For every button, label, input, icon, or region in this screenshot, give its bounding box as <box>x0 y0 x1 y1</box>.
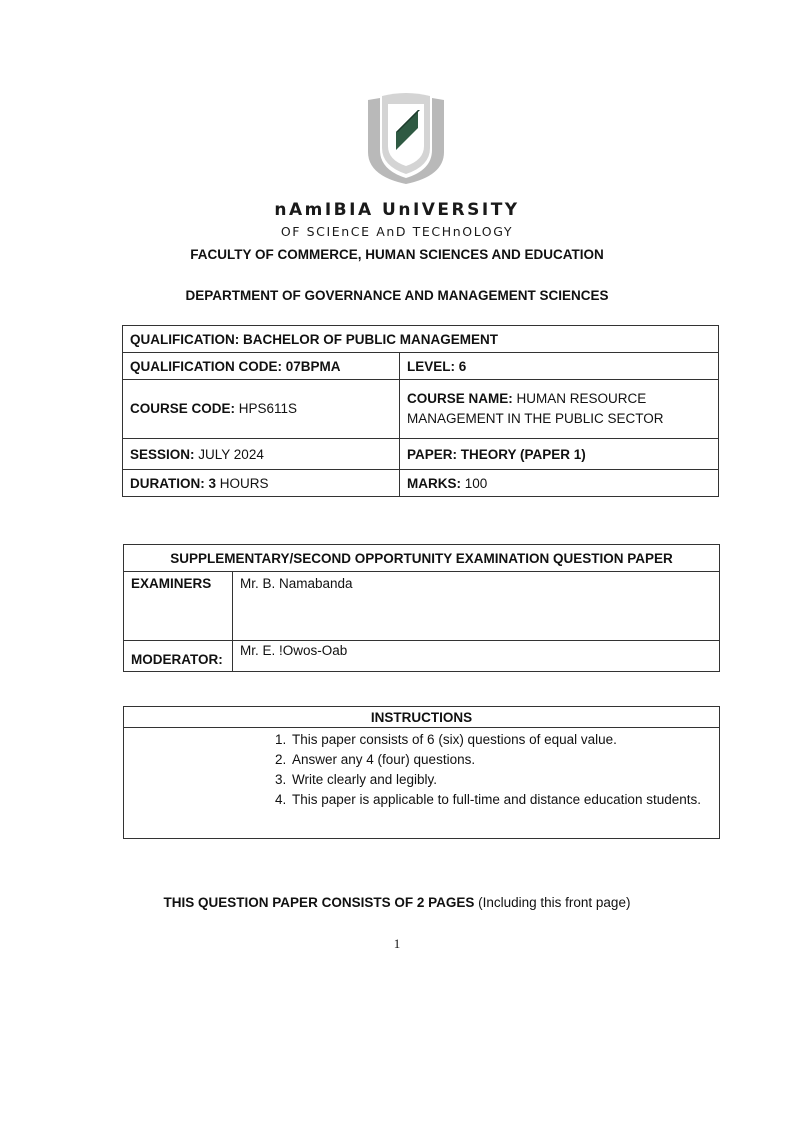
examiners-label: EXAMINERS <box>124 572 233 641</box>
qualification-cell <box>123 326 719 353</box>
moderator-label: MODERATOR: <box>124 641 233 672</box>
session-value: JULY 2024 <box>198 446 264 462</box>
qualification-code-label: QUALIFICATION CODE: <box>130 358 282 374</box>
paper-cell <box>400 439 719 470</box>
level-cell <box>400 353 719 380</box>
course-info-table <box>122 325 719 497</box>
paper-label: PAPER: <box>407 446 458 462</box>
course-name-value: HUMAN RESOURCE MANAGEMENT IN THE PUBLIC SECTOR <box>407 391 664 426</box>
page-number: 1 <box>393 936 401 951</box>
department-heading: DEPARTMENT OF GOVERNANCE AND MANAGEMENT SCIENCES <box>185 288 609 303</box>
level-label: LEVEL: <box>407 358 456 374</box>
course-code-value: HPS611S <box>238 401 298 416</box>
qualification-code-row <box>123 353 719 380</box>
instruction-item: 2. Answer any 4 (four) questions. <box>290 750 719 770</box>
qualification-value: BACHELOR OF PUBLIC MANAGEMENT <box>243 331 498 347</box>
qualification-row <box>123 326 719 353</box>
session-cell <box>123 439 400 470</box>
marks-value: 100 <box>464 475 488 491</box>
examiners-value: Mr. B. Namabanda <box>233 572 720 641</box>
university-name: nAmIBIA UnIVERSITY <box>274 200 520 220</box>
course-row <box>123 380 719 439</box>
instructions-table <box>123 706 720 839</box>
instructions-body-row <box>124 728 720 839</box>
exam-title-row <box>124 545 720 572</box>
instruction-item: 4. This paper is applicable to full-time and distance education students. <box>290 790 719 810</box>
faculty-heading: FACULTY OF COMMERCE, HUMAN SCIENCES AND EDUCATION <box>190 247 604 262</box>
qualification-code-cell <box>123 353 400 380</box>
pages-note <box>0 895 794 910</box>
duration-label: DURATION: <box>130 475 205 491</box>
exam-title: SUPPLEMENTARY/SECOND OPPORTUNITY EXAMINATION QUESTION PAPER <box>124 545 720 572</box>
pages-note-rest: (Including this front page) <box>478 895 631 910</box>
course-name-label: COURSE NAME: <box>407 391 513 406</box>
instructions-title: INSTRUCTIONS <box>124 707 720 728</box>
session-row <box>123 439 719 470</box>
moderator-value: Mr. E. !Owos-Oab <box>233 641 720 672</box>
university-shield-icon <box>362 92 450 184</box>
moderator-row <box>124 641 720 672</box>
marks-cell <box>400 470 719 497</box>
instructions-title-row <box>124 707 720 728</box>
exam-details-table <box>123 544 720 672</box>
course-code-cell <box>123 380 400 439</box>
duration-cell <box>123 470 400 497</box>
instructions-body <box>124 728 720 839</box>
instruction-item: 1. This paper consists of 6 (six) questions of equal value. <box>290 730 719 750</box>
examiners-row <box>124 572 720 641</box>
level-value: 6 <box>458 358 467 374</box>
duration-number: 3 <box>208 475 217 491</box>
qualification-code-value: 07BPMA <box>285 358 341 374</box>
duration-unit: HOURS <box>219 475 269 491</box>
paper-value: THEORY (PAPER 1) <box>460 446 586 462</box>
course-name-cell <box>400 380 719 439</box>
instruction-item: 3. Write clearly and legibly. <box>290 770 719 790</box>
pages-note-bold: THIS QUESTION PAPER CONSISTS OF 2 PAGES <box>163 895 475 910</box>
duration-row <box>123 470 719 497</box>
course-code-label: COURSE CODE: <box>130 401 236 416</box>
instructions-list <box>124 730 719 810</box>
session-label: SESSION: <box>130 446 195 462</box>
marks-label: MARKS: <box>407 475 461 491</box>
university-subtitle: OF SCIEnCE AnD TECHnOLOGY <box>280 224 514 239</box>
qualification-label: QUALIFICATION: <box>130 331 240 347</box>
